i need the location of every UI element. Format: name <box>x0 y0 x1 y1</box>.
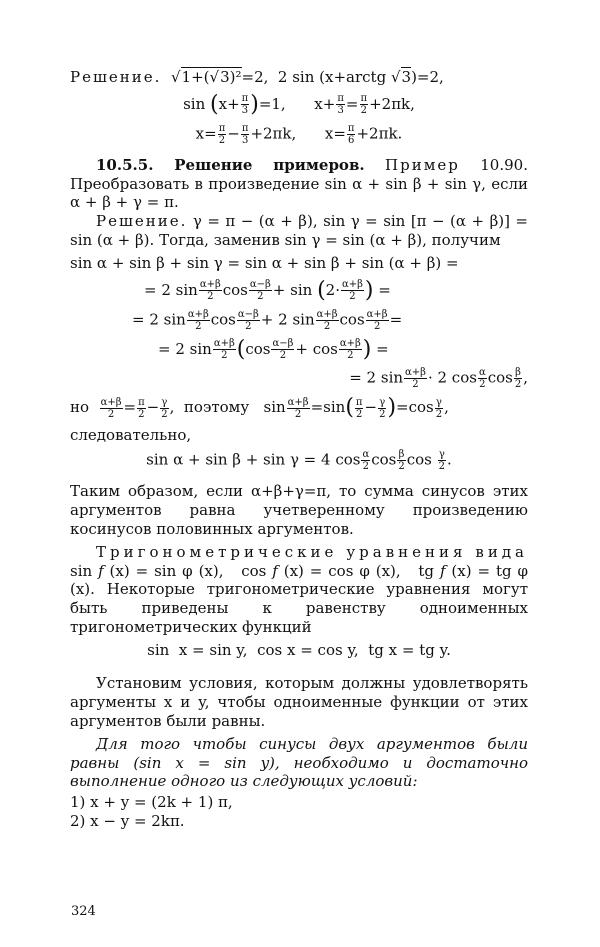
derivation-line-2: = 2 sin $\frac{\alpha+\beta}{2}$ cos $\frac{\alpha-\beta}{2}$ + sin (2· $\frac{\alpha+\beta}{2}$ ) = <box>144 277 391 303</box>
section-title: 10.5.5. Решение примеров. <box>96 155 365 174</box>
then-text: Тогда, заменив <box>159 231 280 250</box>
derivation-line-3: = 2 sin $\frac{\alpha+\beta}{2}$ cos $\frac{\alpha-\beta}{2}$ + 2 sin $\frac{\alpha+\beta}{2}$ cos $\frac{\alpha+\beta}{2}$ = <box>132 308 403 332</box>
derivation-line-5: = 2 sin $\frac{\alpha+\beta}{2}$ · 2 cos $\frac{\alpha}{2}$ cos $\frac{\beta}{2}$ , <box>349 367 528 391</box>
transform-text: Преобразовать в произведение <box>70 174 320 193</box>
result-formula: sin α + sin β + sin γ = 4 cos $\frac{\alpha}{2}$ cos $\frac{\beta}{2}$ cos $\frac{\gamma}{2}$ . <box>146 449 452 472</box>
same-name-functions: sin x = sin y, cos x = cos y, tg x = tg y. <box>147 641 451 660</box>
reduce-text: Некоторые тригонометрические уравнения могут быть приведены к равенству одноименных тригонометрических функций <box>70 580 529 637</box>
page-number: 324 <box>71 904 96 919</box>
trig-heading-paragraph: Тригонометрические уравнения вида sin f (x) = sin φ (x), cos f (x) = cos φ (x), tg f (x) = tg φ (x). Некоторые тригонометрические уравнения могут быть приведены к равенству одноименных тригонометрических функций <box>70 542 529 637</box>
condition-1: 1) x + y = (2k + 1) π, <box>70 793 233 812</box>
get-text: получим <box>431 231 501 250</box>
solution-line-1: Решение. √1+(√3)²=2, 2 sin (x+arctg √3)=2, <box>70 68 444 86</box>
solution-label: Решение. <box>70 68 162 86</box>
consequently-text: следовательно, <box>70 426 192 445</box>
solution-line-2: sin (x+ $\frac{\pi}{3}$ )=1, x+ $\frac{\pi}{3}$ = $\frac{\pi}{2}$ +2πk, <box>183 91 415 117</box>
derivation-line-1: sin α + sin β + sin γ = sin α + sin β + sin (α + β) = <box>70 254 459 273</box>
derivation-line-4: = 2 sin $\frac{\alpha+\beta}{2}$ (cos $\frac{\alpha-\beta}{2}$ + cos $\frac{\alpha+\beta}{2}$ ) = <box>158 336 389 362</box>
italic-paragraph: Для того чтобы синусы двух аргументов были равны (sin x = sin y), необходимо и достаточно выполнение одного из следующих условий: <box>70 734 528 791</box>
therefore-word: поэтому <box>183 398 250 417</box>
if-word: если <box>491 174 528 193</box>
trig-heading: Тригонометрические уравнения вида <box>96 542 528 561</box>
example-label: Пример <box>385 155 460 174</box>
solution-label-2: Решение. <box>96 212 188 231</box>
solution-line-3: x= $\frac{\pi}{2}$ − $\frac{\pi}{3}$ +2πk, x= $\frac{\pi}{6}$ +2πk. <box>195 122 403 146</box>
but-line: но $\frac{\alpha+\beta}{2}$ = $\frac{\pi}{2}$ − $\frac{\gamma}{2}$ , поэтому sin $\frac{\alpha+\beta}{2}$ =sin( $\frac{\pi}{2}$ − $\frac{\gamma}{2}$ )=cos $\frac{\gamma}{2}$ , <box>70 395 449 421</box>
section-paragraph: 10.5.5. Решение примеров. Пример 10.90. Преобразовать в произведение sin α + sin β + sin γ, если α + β + γ = π. <box>70 155 528 212</box>
conditions-paragraph: Установим условия, которым должны удовлетворять аргументы x и y, чтобы одноименные функции от этих аргументов были равны. <box>70 674 528 730</box>
page-content <box>70 64 528 831</box>
solution-paragraph: Решение. γ = π − (α + β), sin γ = sin [π − (α + β)] = sin (α + β). Тогда, заменив sin γ = sin (α + β), получим <box>70 212 528 250</box>
but-word: но <box>70 398 90 417</box>
summary-paragraph: Таким образом, если α+β+γ=π, то сумма синусов этих аргументов равна учетверенному произведению косинусов половинных аргументов. <box>70 482 528 538</box>
condition-2: 2) x − y = 2kπ. <box>70 812 185 831</box>
example-number: 10.90. <box>480 155 528 174</box>
